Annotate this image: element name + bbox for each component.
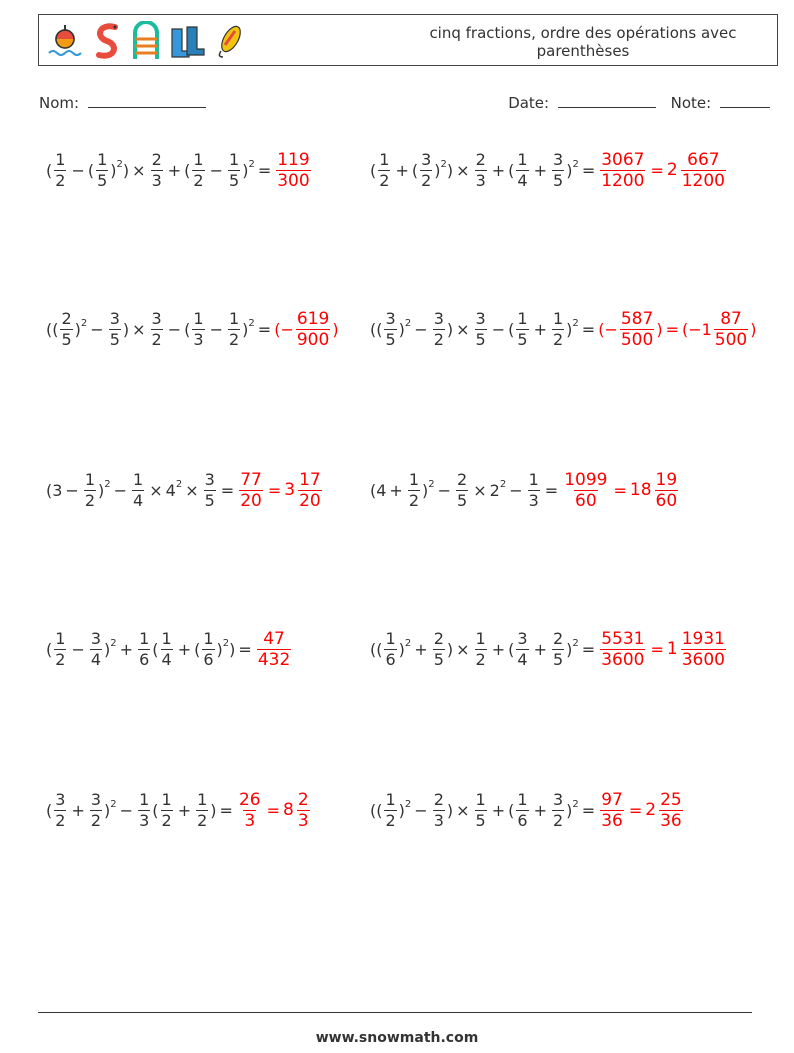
answer-3: $\frac{619}{900}$	[296, 308, 330, 350]
answer-10: $\frac{97}{36}$	[601, 789, 623, 831]
name-blank[interactable]	[88, 93, 206, 108]
date-blank[interactable]	[558, 93, 656, 108]
problem-4: (( $\frac{3}{5}$ ) $^2$ − $\frac{3}{2}$ ) × $\frac{3}{5}$ − ( $\frac{1}{5}$ + $\frac{1}{2}$ ) $^2$ = (− $\frac{587}{500}$ ) = (−1 $\frac{87}{500}$ )	[370, 308, 757, 350]
icon-row	[45, 19, 247, 63]
answer-2: $\frac{3067}{1200}$	[601, 149, 645, 191]
footer-divider	[38, 1012, 752, 1013]
date-label: Date:	[508, 94, 550, 112]
answer-9: $\frac{26}{3}$	[238, 789, 261, 831]
buoy-icon	[45, 21, 85, 61]
name-field	[39, 93, 206, 112]
date-grade-field	[508, 93, 770, 112]
worksheet-title: cinq fractions, ordre des opérations avec parenthèses	[429, 24, 737, 60]
ladder-icon	[129, 21, 163, 61]
lure-icon	[211, 21, 247, 61]
answer-5: $\frac{77}{20}$	[240, 469, 262, 511]
problem-9: ( $\frac{3}{2}$ + $\frac{3}{2}$ ) $^2$ − $\frac{1}{3}$ ( $\frac{1}{2}$ + $\frac{1}{2}$ ) = $\frac{26}{3}$ = 8 $\frac{2}{3}$	[46, 789, 309, 831]
name-label: Nom:	[39, 94, 80, 112]
problem-1: ( $\frac{1}{2}$ − ( $\frac{1}{5}$ ) $^2$ ) × $\frac{2}{3}$ + ( $\frac{1}{2}$ − $\frac{1}{5}$ ) $^2$ = $\frac{119}{300}$	[46, 149, 310, 191]
problem-10: (( $\frac{1}{2}$ ) $^2$ − $\frac{2}{3}$ ) × $\frac{1}{5}$ + ( $\frac{1}{6}$ + $\frac{3}{2}$ ) $^2$ = $\frac{97}{36}$ = 2 $\frac{25}{36}$	[370, 789, 682, 831]
answer-8: $\frac{5531}{3600}$	[601, 628, 645, 670]
problem-2: ( $\frac{1}{2}$ + ( $\frac{3}{2}$ ) $^2$ ) × $\frac{2}{3}$ + ( $\frac{1}{4}$ + $\frac{3}{5}$ ) $^2$ = $\frac{3067}{1200}$ = 2 $\frac{667}{1200}$	[370, 149, 725, 191]
answer-6: $\frac{1099}{60}$	[564, 469, 608, 511]
grade-label: Note:	[670, 94, 712, 112]
problem-5: (3 − $\frac{1}{2}$ ) $^2$ − $\frac{1}{4}$ × 4 $^2$ × $\frac{3}{5}$ = $\frac{77}{20}$ = 3 $\frac{17}{20}$	[46, 469, 321, 511]
problem-8: (( $\frac{1}{6}$ ) $^2$ + $\frac{2}{5}$ ) × $\frac{1}{2}$ + ( $\frac{3}{4}$ + $\frac{2}{5}$ ) $^2$ = $\frac{5531}{3600}$ = 1 $\frac{1931}{3600}$	[370, 628, 725, 670]
problem-6: (4 + $\frac{1}{2}$ ) $^2$ − $\frac{2}{5}$ × 2 $^2$ − $\frac{1}{3}$ = $\frac{1099}{60}$ = 18 $\frac{19}{60}$	[370, 469, 678, 511]
answer-7: $\frac{47}{432}$	[257, 628, 291, 670]
problem-7: ( $\frac{1}{2}$ − $\frac{3}{4}$ ) $^2$ + $\frac{1}{6}$ ( $\frac{1}{4}$ + ( $\frac{1}{6}$ ) $^2$ ) = $\frac{47}{432}$	[46, 628, 291, 670]
grade-blank[interactable]	[720, 93, 770, 108]
answer-4: $\frac{587}{500}$	[620, 308, 654, 350]
header-box	[38, 14, 778, 66]
footer-url[interactable]: www.snowmath.com	[315, 1030, 479, 1046]
answer-1: $\frac{119}{300}$	[277, 149, 310, 191]
problem-3: (( $\frac{2}{5}$ ) $^2$ − $\frac{3}{5}$ ) × $\frac{3}{2}$ − ( $\frac{1}{3}$ − $\frac{1}{2}$ ) $^2$ = (− $\frac{619}{900}$ )	[46, 308, 339, 350]
worm-icon	[89, 21, 125, 61]
boots-icon	[167, 21, 207, 61]
